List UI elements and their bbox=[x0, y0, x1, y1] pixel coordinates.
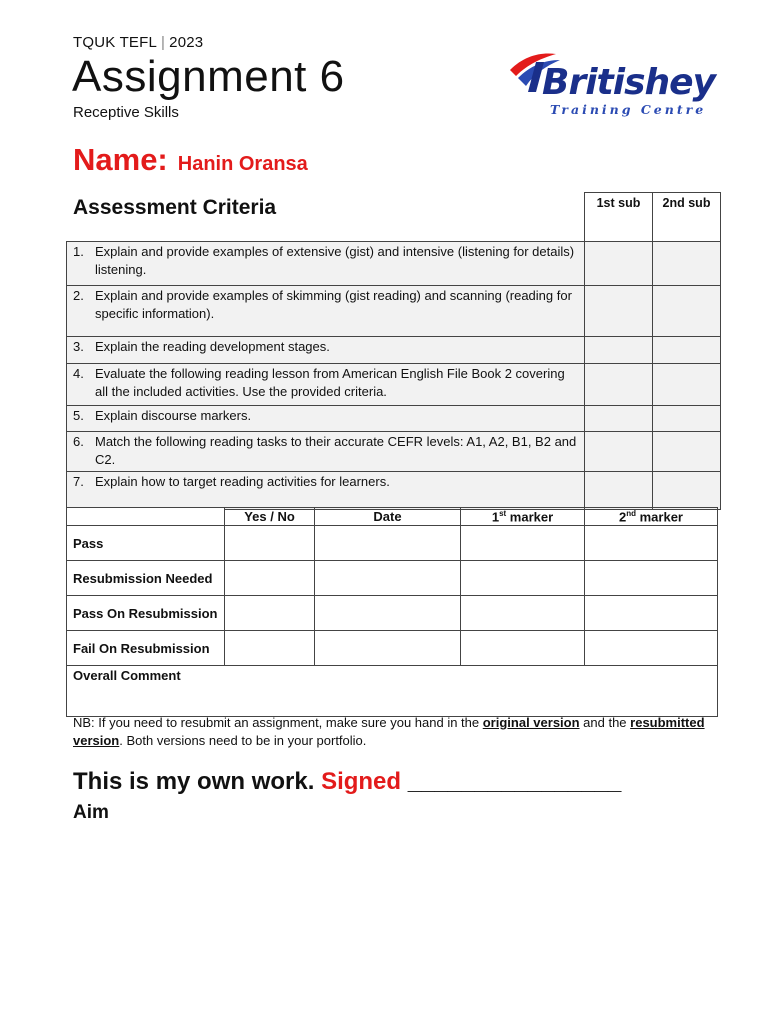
first-sub-checkbox[interactable] bbox=[585, 337, 653, 364]
criteria-text: 7. Explain how to target reading activities for learners. bbox=[67, 472, 585, 510]
criteria-text: 1. Explain and provide examples of extensive (gist) and intensive (listening for details) listening. bbox=[67, 242, 585, 286]
header-line bbox=[73, 34, 203, 51]
second-sub-checkbox[interactable] bbox=[653, 337, 721, 364]
result-label: Pass bbox=[67, 526, 225, 561]
second-marker-cell[interactable] bbox=[585, 631, 718, 666]
yes-no-cell[interactable] bbox=[225, 526, 315, 561]
criteria-submission-header bbox=[584, 192, 721, 243]
result-label: Pass On Resubmission bbox=[67, 596, 225, 631]
signature-name: Aim bbox=[73, 802, 109, 823]
first-sub-checkbox[interactable] bbox=[585, 364, 653, 406]
first-marker-cell[interactable] bbox=[461, 596, 585, 631]
col-first-sub: 1st sub bbox=[585, 193, 653, 243]
date-cell[interactable] bbox=[315, 596, 461, 631]
second-sub-checkbox[interactable] bbox=[653, 286, 721, 337]
result-label: Fail On Resubmission bbox=[67, 631, 225, 666]
second-sub-checkbox[interactable] bbox=[653, 406, 721, 432]
first-marker-cell[interactable] bbox=[461, 631, 585, 666]
header-separator: | bbox=[161, 34, 166, 51]
criteria-row bbox=[67, 406, 721, 432]
criteria-row bbox=[67, 364, 721, 406]
britishey-logo bbox=[506, 48, 736, 122]
second-sub-checkbox[interactable] bbox=[653, 432, 721, 472]
yes-no-cell[interactable] bbox=[225, 561, 315, 596]
second-marker-cell[interactable] bbox=[585, 596, 718, 631]
results-header-row bbox=[67, 508, 718, 526]
declaration bbox=[73, 768, 621, 796]
page-title: Assignment 6 bbox=[72, 52, 345, 101]
criteria-heading: Assessment Criteria bbox=[73, 196, 277, 219]
resubmission-note: NB: If you need to resubmit an assignment, make sure you hand in the original version and the resubmitted version. Both versions need to be in your portfolio. bbox=[73, 715, 705, 748]
overall-comment-row bbox=[67, 666, 718, 717]
col-first-marker: 1st marker bbox=[461, 508, 585, 526]
first-marker-cell[interactable] bbox=[461, 561, 585, 596]
criteria-row bbox=[67, 286, 721, 337]
signed-label: Signed bbox=[321, 768, 402, 795]
original-version-text: original version bbox=[482, 715, 580, 730]
first-sub-checkbox[interactable] bbox=[585, 242, 653, 286]
result-row-resubmission-needed bbox=[67, 561, 718, 596]
result-row-pass-on-resubmission bbox=[67, 596, 718, 631]
second-sub-checkbox[interactable] bbox=[653, 242, 721, 286]
result-row-pass bbox=[67, 526, 718, 561]
yes-no-cell[interactable] bbox=[225, 596, 315, 631]
second-sub-checkbox[interactable] bbox=[653, 364, 721, 406]
overall-comment-label: Overall Comment bbox=[73, 668, 181, 683]
first-marker-cell[interactable] bbox=[461, 526, 585, 561]
first-sub-checkbox[interactable] bbox=[585, 286, 653, 337]
results-table bbox=[66, 507, 718, 717]
second-marker-cell[interactable] bbox=[585, 561, 718, 596]
first-sub-checkbox[interactable] bbox=[585, 432, 653, 472]
student-name: Hanin Oransa bbox=[177, 153, 308, 175]
criteria-text: 2. Explain and provide examples of skimming (gist reading) and scanning (reading for specific information). bbox=[67, 286, 585, 337]
criteria-table bbox=[66, 241, 721, 510]
criteria-text: 4. Evaluate the following reading lesson from American English File Book 2 covering all the included activities. Use the provided criteria. bbox=[67, 364, 585, 406]
date-cell[interactable] bbox=[315, 526, 461, 561]
header-year: 2023 bbox=[169, 34, 204, 51]
first-sub-checkbox[interactable] bbox=[585, 406, 653, 432]
overall-comment-field[interactable] bbox=[67, 666, 718, 717]
page-subtitle: Receptive Skills bbox=[73, 104, 179, 121]
signature-line: ________________ bbox=[401, 768, 622, 795]
col-second-sub: 2nd sub bbox=[653, 193, 721, 243]
yes-no-cell[interactable] bbox=[225, 631, 315, 666]
result-label: Resubmission Needed bbox=[67, 561, 225, 596]
resubmitted-version-text: resubmitted version bbox=[73, 715, 705, 748]
criteria-text: 5. Explain discourse markers. bbox=[67, 406, 585, 432]
results-corner-cell bbox=[67, 508, 225, 526]
col-yes-no: Yes / No bbox=[225, 508, 315, 526]
criteria-row bbox=[67, 472, 721, 510]
declaration-text: This is my own work. bbox=[73, 768, 322, 795]
student-name-row bbox=[73, 142, 308, 178]
date-cell[interactable] bbox=[315, 561, 461, 596]
criteria-text: 6. Match the following reading tasks to their accurate CEFR levels: A1, A2, B1, B2 and C2. bbox=[67, 432, 585, 472]
col-second-marker: 2nd marker bbox=[585, 508, 718, 526]
criteria-row bbox=[67, 337, 721, 364]
second-sub-checkbox[interactable] bbox=[653, 472, 721, 510]
col-date: Date bbox=[315, 508, 461, 526]
criteria-row bbox=[67, 432, 721, 472]
logo-wordmark: Britishey bbox=[542, 62, 716, 103]
org-name: TQUK TEFL bbox=[73, 34, 158, 51]
second-marker-cell[interactable] bbox=[585, 526, 718, 561]
first-sub-checkbox[interactable] bbox=[585, 472, 653, 510]
criteria-row bbox=[67, 242, 721, 286]
result-row-fail-on-resubmission bbox=[67, 631, 718, 666]
name-label: Name: bbox=[73, 142, 168, 177]
logo-tagline: Training Centre bbox=[550, 102, 707, 117]
date-cell[interactable] bbox=[315, 631, 461, 666]
criteria-text: 3. Explain the reading development stages. bbox=[67, 337, 585, 364]
